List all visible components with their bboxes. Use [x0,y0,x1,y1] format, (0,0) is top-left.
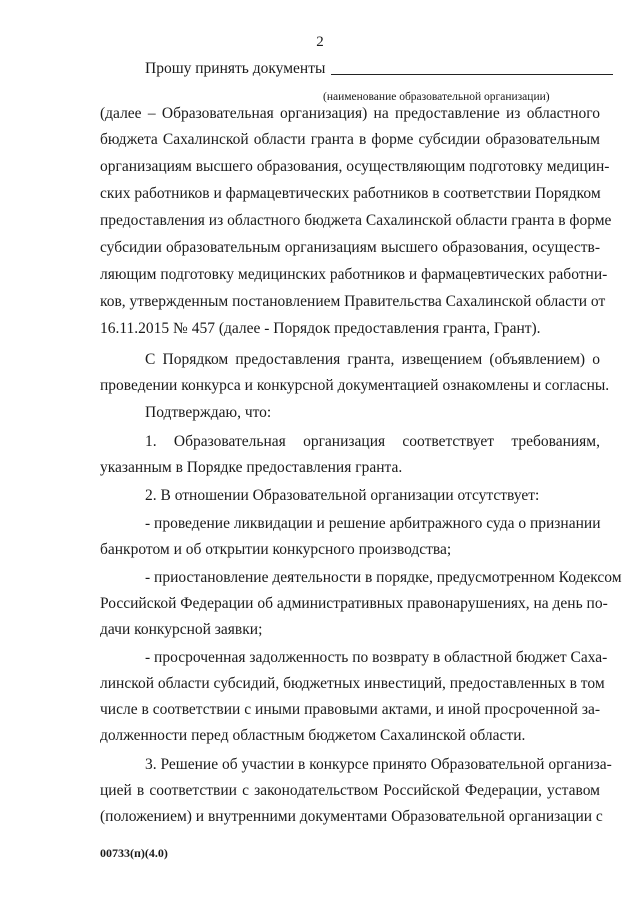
text-line: ков, утвержденным постановлением Правительства Сахалинской области от [100,293,606,310]
page-number: 2 [316,34,324,50]
text-line: линской области субсидий, бюджетных инвестиций, предоставленных в том [100,675,605,692]
text-line: проведении конкурса и конкурсной документацией ознакомлены и согласны. [100,377,610,394]
text-line: (далее – Образовательная организация) на предоставление из областного [100,105,600,122]
text-line: предоставления из областного бюджета Сахалинской области гранта в форме [100,212,612,229]
text-line: Подтверждаю, что: [145,404,272,421]
text-line: 3. Решение об участии в конкурсе принято Образовательной организа- [145,756,612,773]
text-line: - просроченная задолженность по возврату в областной бюджет Саха- [145,649,608,666]
text-line: 2. В отношении Образовательной организации отсутствует: [145,487,540,504]
text-line: (положением) и внутренними документами Образовательной организации с [100,808,603,825]
text-line: 1. Образовательная организация соответствует требованиям, [145,433,600,450]
text-line: дачи конкурсной заявки; [100,621,263,638]
text-line: цией в соответствии с законодательством Российской Федерации, уставом [100,782,600,799]
text-line: Российской Федерации об административных правонарушениях, на день по- [100,595,608,612]
organization-name-blank [331,74,613,75]
text-line: числе в соответствии с иными правовыми актами, и иной просроченной за- [100,701,600,718]
document-code: 00733(п)(4.0) [100,846,168,860]
text-line: бюджета Сахалинской области гранта в форме субсидии образовательным [100,131,600,148]
text-line: организациям высшего образования, осуществляющим подготовку медицин- [100,158,610,175]
text-line: долженности перед областным бюджетом Сахалинской области. [100,727,526,744]
text-line: - приостановление деятельности в порядке, предусмотренном Кодексом [145,569,622,586]
text-line: указанным в Порядке предоставления гранта. [100,459,403,476]
text-line: С Порядком предоставления гранта, извещением (объявлением) о [145,351,600,368]
text-line: - проведение ликвидации и решение арбитражного суда о признании [145,515,601,532]
request-text: Прошу принять документы [145,60,326,77]
text-line: ляющим подготовку медицинских работников и фармацевтических работни- [100,266,608,283]
text-line: ских работников и фармацевтических работников в соответствии Порядком [100,185,601,202]
text-line: субсидии образовательным организациям высшего образования, осуществ- [100,239,600,256]
request-line [145,60,613,78]
organization-name-caption: (наименование образовательной организации) [323,91,550,103]
text-line: 16.11.2015 № 457 (далее - Порядок предоставления гранта, Грант). [100,320,541,337]
text-line: банкротом и об открытии конкурсного производства; [100,541,452,558]
